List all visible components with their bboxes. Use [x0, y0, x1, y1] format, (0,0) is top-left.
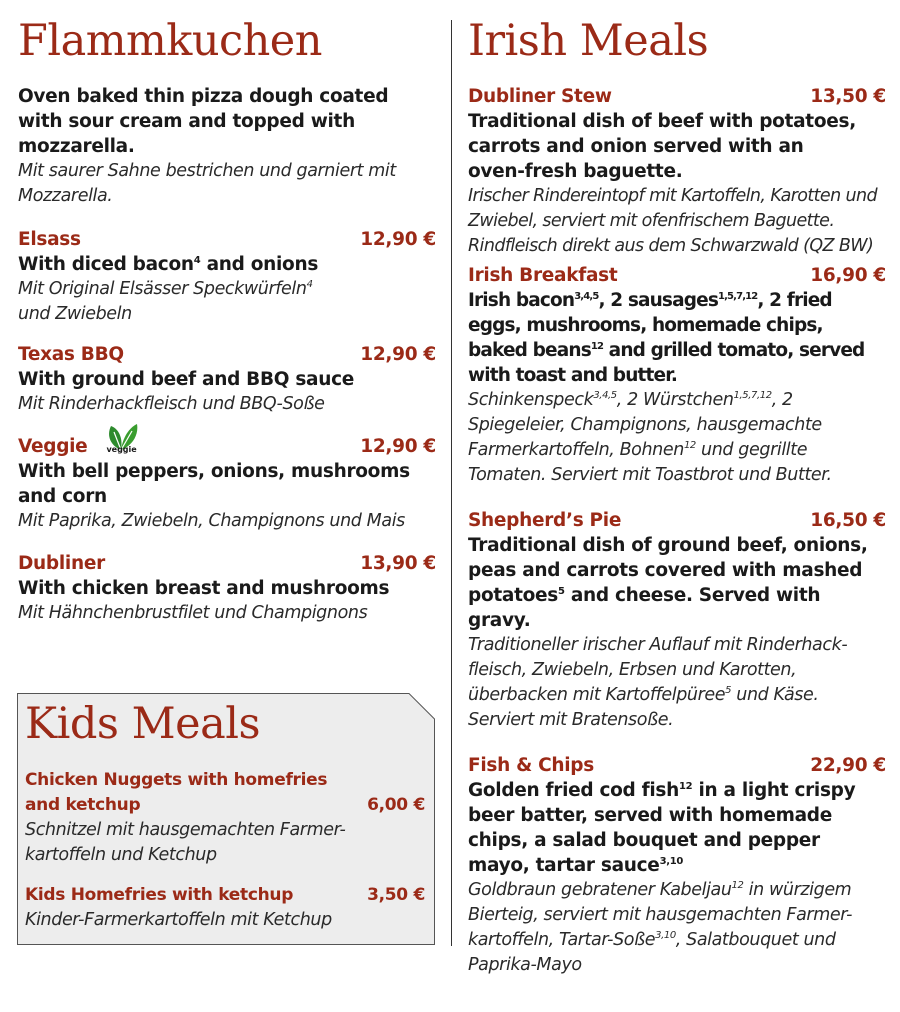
item-price: 16,90 €: [810, 265, 886, 286]
menu-item-chicken-nuggets: [25, 768, 425, 868]
item-description-de: Irischer Rindereintopf mit Kartoffeln, Karotten und Zwiebel, serviert mit ofenfrischem Baguette. Rindfleisch direkt aus dem Schwarzwald (QZ BW): [468, 186, 878, 256]
item-description-en: Traditional dish of beef with potatoes, carrots and onion served with an oven-fresh baguette.: [468, 111, 856, 182]
flammkuchen-section: [18, 0, 436, 626]
flammkuchen-intro-de: Mit saurer Sahne bestrichen und garniert mit Mozzarella.: [18, 161, 396, 206]
menu-item-texas-bbq: [18, 342, 436, 417]
menu-item-irish-breakfast: [468, 263, 886, 488]
item-name: Chicken Nuggets with homefries and ketchup: [25, 770, 328, 815]
menu-item-elsass: [18, 227, 436, 327]
section-title-irish-meals: Irish Meals: [468, 16, 709, 66]
item-price: 12,90 €: [360, 229, 436, 250]
item-price: 12,90 €: [360, 436, 436, 457]
flammkuchen-intro-en: Oven baked thin pizza dough coated with sour cream and topped with mozzarella.: [18, 86, 389, 157]
item-name: Fish & Chips: [468, 755, 594, 776]
menu-item-kids-homefries: [25, 883, 425, 933]
item-description-de: Traditioneller irischer Auflauf mit Rinderhack-fleisch, Zwiebeln, Erbsen und Karotten, überbacken mit Kartoffelpüree$^5$ und Käse. Serviert mit Bratensoße.: [468, 635, 848, 730]
item-price: 13,90 €: [360, 553, 436, 574]
item-price: 12,90 €: [360, 344, 436, 365]
item-price: 13,50 €: [810, 86, 886, 107]
item-description-de: Mit Original Elsässer Speckwürfeln$^4$ und Zwiebeln: [18, 279, 313, 324]
item-description-en: With bell peppers, onions, mushrooms and corn: [18, 461, 410, 507]
column-divider: [451, 20, 452, 946]
item-price: 22,90 €: [810, 755, 886, 776]
menu-item-dubliner: [18, 551, 436, 626]
item-name: Shepherd’s Pie: [468, 510, 622, 531]
section-title-flammkuchen: Flammkuchen: [18, 16, 322, 66]
menu-item-shepherds-pie: [468, 508, 886, 733]
item-name: Dubliner Stew: [468, 86, 612, 107]
item-description-en: Irish bacon$^{3,4,5}$, 2 sausages$^{1,5,7,12}$, 2 fried eggs, mushrooms, homemade chips, baked beans$^{12}$ and grilled tomato, served with toast and butter.: [468, 290, 865, 386]
item-name: Elsass: [18, 229, 81, 250]
item-description-de: Mit Rinderhackfleisch und BBQ-Soße: [18, 394, 325, 414]
kids-meals-section: [17, 693, 435, 945]
item-description-en: With diced bacon$^4$ and onions: [18, 254, 319, 275]
item-name: Texas BBQ: [18, 344, 124, 365]
item-description-de: Kinder-Farmerkartoffeln mit Ketchup: [25, 910, 332, 930]
item-description-en: With ground beef and BBQ sauce: [18, 369, 355, 390]
item-name: Dubliner: [18, 553, 105, 574]
veggie-leaf-icon: [103, 420, 139, 462]
item-description-de: Goldbraun gebratener Kabeljau$^{12}$ in würzigem Bierteig, serviert mit hausgemachten Farmer-kartoffeln, Tartar-Soße$^{3,10}$, Salatbouquet und Paprika-Mayo: [468, 880, 852, 975]
item-name: Irish Breakfast: [468, 265, 618, 286]
item-price: 3,50 €: [367, 885, 425, 905]
item-name: Veggie: [18, 436, 88, 457]
item-description-en: Golden fried cod fish$^{12}$ in a light crispy beer batter, served with homemade chips, a salad bouquet and pepper mayo, tartar sauce$^{3,10}$: [468, 780, 856, 876]
section-title-kids-meals: Kids Meals: [25, 699, 261, 749]
menu-item-fish-and-chips: [468, 753, 886, 978]
menu-item-veggie: [18, 434, 436, 534]
item-description-de: Mit Paprika, Zwiebeln, Champignons und Mais: [18, 511, 405, 531]
item-description-en: Traditional dish of ground beef, onions, peas and carrots covered with mashed potatoes$^5$ and cheese. Served with gravy.: [468, 535, 868, 631]
item-description-de: Mit Hähnchenbrustfilet und Champignons: [18, 603, 368, 623]
irish-meals-section: [468, 0, 886, 978]
item-price: 6,00 €: [367, 795, 425, 815]
item-description-de: Schinkenspeck$^{3,4,5}$, 2 Würstchen$^{1,5,7,12}$, 2 Spiegeleier, Champignons, hausgemachte Farmerkartoffeln, Bohnen$^{12}$ und gegrillte Tomaten. Serviert mit Toastbrot und Butter.: [468, 390, 832, 485]
item-description-de: Schnitzel mit hausgemachten Farmer-kartoffeln und Ketchup: [25, 820, 346, 865]
item-price: 16,50 €: [810, 510, 886, 531]
veggie-badge-label: veggie: [106, 444, 137, 454]
menu-item-dubliner-stew: [468, 84, 886, 259]
item-name: Kids Homefries with ketchup: [25, 885, 294, 905]
item-description-en: With chicken breast and mushrooms: [18, 578, 390, 599]
